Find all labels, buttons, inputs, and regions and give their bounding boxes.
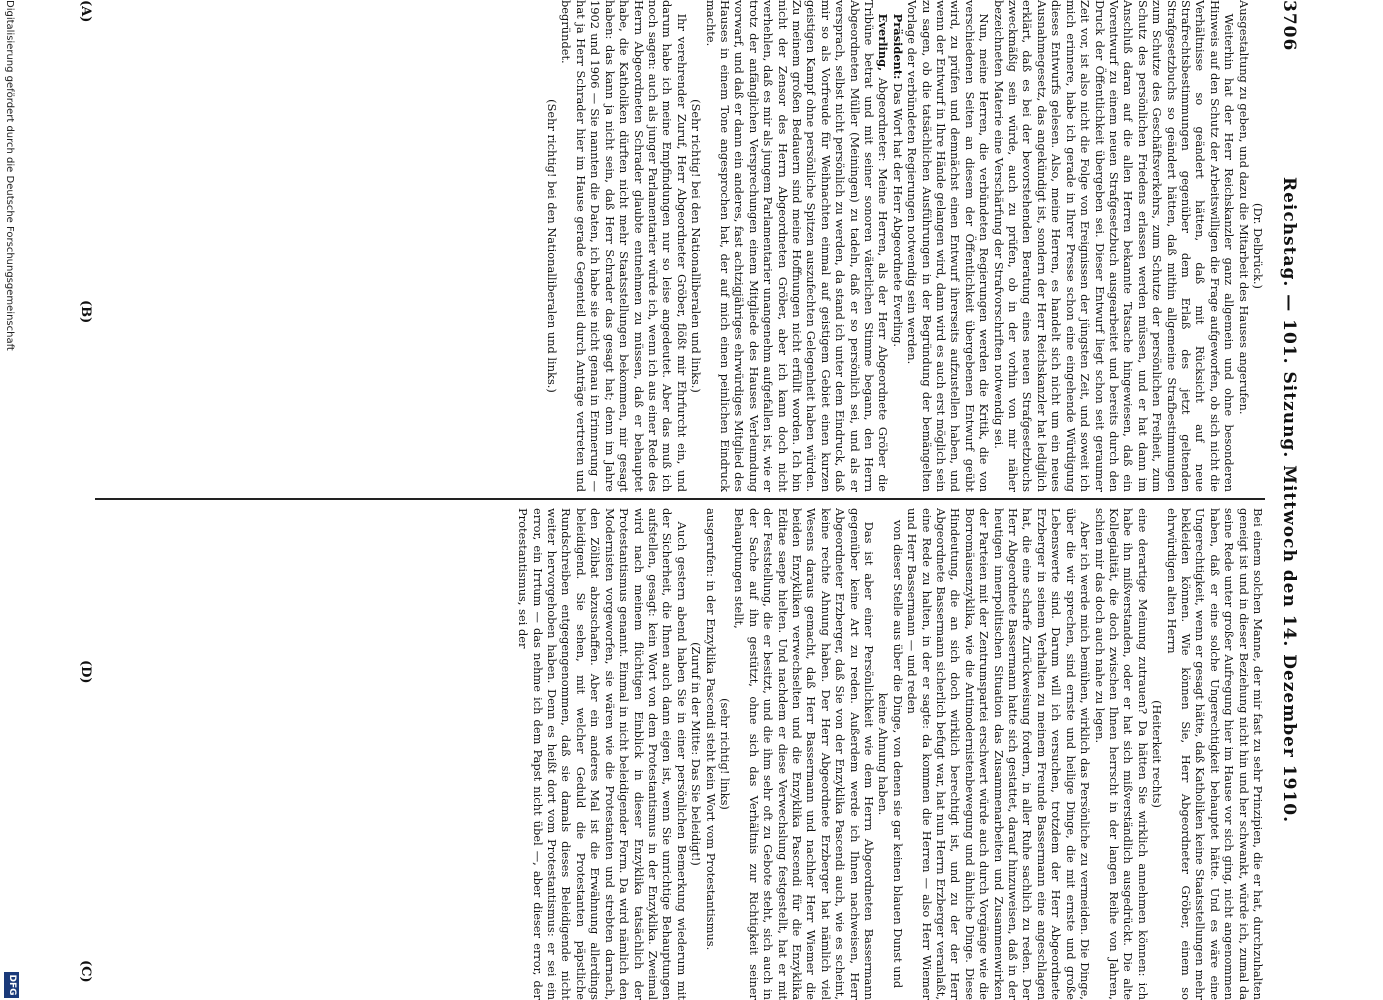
speaker-name: Everling,: [876, 13, 891, 72]
running-title: Reichstag. — 101. Sitzung. Mittwoch den 14. Dezember 1910.: [1279, 176, 1299, 824]
digitization-credit: [4, 0, 15, 1000]
paragraph: Ausgestaltung zu geben, und dazu die Mitarbeit des Hauses angerufen.: [1236, 0, 1251, 415]
speaker-tag: (Dr. Delbrück.): [1251, 203, 1265, 289]
interjection: (Zuruf in der Mitte: Das Sie beleidigt!): [689, 642, 704, 866]
paragraph: Nun, meine Herren, die verbündeten Regierungen werden die Kritik, die von verschiedenen Seiten an diesem der Öffentlichkeit übergebenen Entwurf geübt wird, zu prüfen und demnächst einen Entwurf ihrerseits aufzustellen haben, und wenn der Entwurf in Ihre Hände gelangen wird, dann wird es auch erst möglich sein zu sagen, ob die tatsächlichen Ausführungen in der Begründung der bemängelten Vorlage der verbündeten Regierungen notwendig sein werden.: [905, 0, 992, 492]
paragraph: ausgerufen: in der Enzyklika Pascendi steht kein Wort vom Protestantismus.: [703, 508, 718, 951]
dfg-logo: DFG: [4, 972, 19, 998]
paragraph: Das ist aber einer Persönlichkeit wie dem Herrn Abgeordneten Bassermann gegenüber keine Art zu reden. Außerdem werde ich Ihnen nachweisen, Herr Abgeordneter Erzberger, daß Sie von der Enzyklika Pascendi auch, wie es scheint, keine rechte Ahnung haben. Der Herr Abgeordnete Erzberger hat nämlich viel Wesens daraus gemacht, daß Herr Bassermann und nachher Herr Wiemer die beiden Enzykliken verwechselten und die Enzyklika Pascendi für die Enzyklika Editae saepe hielten. Und nachdem er diese Verwechslung festgestellt, hat er mit der Feststellung, die er besitzt, und die ihm sehr oft zu Gebote steht, sich auch in der Sache auf ihn gestützt, ohne sich das Verhältnis zur Richtigkeit seiner Behauptungen stellt,: [732, 508, 877, 1000]
paragraph: Weiterhin hat der Herr Reichskanzler ganz allgemein und ohne besonderen Hinweis auf den Schutz der Arbeitswilligen die Frage aufgeworfen, ob sich nicht die Verhältnisse so geändert hätten, daß mit Rücksicht auf neue Strafrechtsbestimmungen gegenüber dem Erlaß des jetzt geltenden Strafgesetzbuchs so geändert hätten, daß mithin allgemeine Strafbestimmungen zum Schutze des Geschäftsverkehrs, zum Schutze der persönlichen Freiheit, zum Schutz des persönlichen Friedens erlassen werden müssen, und er hat dann im Anschluß daran auf die allen Herren bekannte Tatsache hingewiesen, daß ein Vorentwurf zu einem neuen Strafgesetzbuch ausgearbeitet und bereits durch den Druck der Öffentlichkeit übergeben sei. Dieser Entwurf liegt schon seit geraumer Zeit vor, ist also nicht die Folge von Ereignissen der jüngsten Zeit, und soweit ich mich erinnere, habe ich gerade in Ihrer Presse schon eine eingehende Würdigung dieses Entwurfs gelesen. Also, meine Herren, es handelt sich nicht um ein neues Ausnahmegesetz, das angekündigt ist, sondern der Herr Reichskanzler hat lediglich erklärt, daß es bei der bevorstehenden Beratung eines neuen Strafgesetzbuchs zweckmäßig sein würde, auch zu prüfen, ob in der vorhin von mir näher bezeichneten Materie eine Verschärfung der Strafvorschriften notwendig sei.: [991, 0, 1237, 492]
margin-mark-a: (A): [78, 0, 93, 23]
paragraph: Auch gestern abend haben Sie in einer persönlichen Bemerkung wiederum mit der Sicherheit, die Ihnen auch dann eigen ist, wenn Sie unrichtige Behauptungen aufstellen, gesagt: kein Wort von dem Protestantismus in der Enzyklika. Zweimal wird nach meinem flüchtigen Einblick in dieser Enzyklika tatsächlich der Protestantismus genannt. Einmal in nicht beleidigender Form. Da wird nämlich den Modernisten vorgeworfen, sie wären wie die Protestanten und strebten darnach, den Zölibat abzuschaffen. Aber ein anderes Mal ist die Erwähnung allerdings beleidigend. Sie sehen, mit welcher Geduld die Protestanten päpstliche Rundschreiben entgegengenommen, daß sie damals dieses Beleidigende nicht weiter hervorgehoben haben. Denn es heißt dort vom Protestantismus: er sei ein error, ein Irrtum — das nehme ich dem Papst nicht übel —, aber dieser error, der Protestantismus, sei der: [516, 508, 689, 1000]
speech-text: Abgeordneter: Meine Herren, als der Herr Abgeordnete Gröber die Tribüne betrat und mit seiner sonoren väterlichen Stimme begann, den Herrn Abgeordneten Müller (Meiningen) zu tadeln, daß er so persönlich sei, und als er versprach, selbst nicht persönlich zu werden, da stand ich unter dem Eindruck, daß mir so als Vorfreude für Weihnachten einmal auf geistigem Gebiet einen kurzen geistigen Kampf ohne persönliche Spitzen auszufechten Gelegenheit haben würden. Zu meinem großen Bedauern sind meine Hoffnungen nicht erfüllt worden. Ich bin nicht der Zensor des Herrn Abgeordneten Gröber, aber ich kann doch nicht verhehlen, daß es mir als jungem Parlamentarier unangenehm aufgefallen ist, wie er trotz der anfänglichen Versprechungen einem Mitgliede des Hauses Verleumdung vorwarf, und daß er dann ein anderes, fast achtzigjähriges ehrwürdiges Mitglied des Hauses in einem Tone angesprochen hat, der auf mich einen peinlichen Eindruck machte.: [703, 0, 891, 492]
left-column: [105, 0, 1265, 492]
quotation: von dieser Stelle aus über die Dinge, von denen sie gar keinen blauen Dunst und keine Ahnung haben.: [876, 519, 905, 989]
margin-mark-d: (D): [78, 660, 93, 684]
paragraph: eine derartige Meinung zutrauen? Da hätten Sie wirklich annehmen können: ich habe ihn mißverstanden, oder er hat sich mißverständlich ausgedrückt. Die alte Kollegialität, die doch zwischen Ihnen herrscht in der langen Reihe von Jahren, schien mir das doch auch nahe zu legen.: [1092, 508, 1150, 1000]
margin-mark-b: (B): [78, 300, 93, 324]
paragraph: [703, 0, 890, 492]
paragraph: Aber ich werde mich bemühen, wirklich das Persönliche zu vermeiden. Die Dinge, über die wir sprechen, sind ernste und heilige Dinge, die mit ernste und große Lebenswerte sind. Darum will ich versuchen, trotzdem der Herr Abgeordnete Erzberger in seinem Verhalten zu meinem Freunde Bassermann eine angeschlagen hat, die eine scharfe Zurückweisung fordern, in aller Ruhe sachlich zu reden. Der Herr Abgeordnete Bassermann hatte sich gestattet, darauf hinzuweisen, daß in der heutigen innerpolitischen Situation das Zusammenarbeiten und Zusammenwirken der Parteien mit der Zentrumspartei erschwert würde auch durch Vorgänge wie die Borromäusenzyklika, wie die Antimodernistenbewegung und ähnliche Dinge. Diese Hindeutung, die an sich doch wirklich berechtigt ist, und zu der der Herr Abgeordnete Bassermann sicherlich befugt war, hat nun Herrn Erzberger veranlaßt, eine Rede zu halten, in der er sagte: da kommen die Herren — also Herr Wiemer und Herr Bassermann — und reden: [905, 508, 1093, 1000]
speaker-name: Präsident:: [890, 13, 905, 80]
interjection: (Sehr richtig! bei den Nationalliberalen und links.): [689, 99, 704, 393]
column-divider: [95, 498, 1265, 500]
page-number: 3706: [1279, 0, 1299, 52]
right-column: [105, 508, 1265, 1000]
interjection: (Sehr richtig! bei den Nationalliberalen und links.): [545, 99, 560, 393]
interjection: (sehr richtig! links): [717, 698, 732, 810]
interjection: (Heiterkeit rechts): [1150, 700, 1165, 808]
page-header: [1273, 0, 1299, 1000]
paragraph: Bei einem solchen Manne, der mir fast zu sehr Prinzipien, die er hat, durchzuhalten geneigt ist und in dieser Beziehung nicht hin und her schwankt, würde ich, zumal da seine Rede unter großer Aufregung hier im Hause vor sich ging, nicht angenommen haben, daß er eine solche Ungerechtigkeit behauptet hätte. Und es wäre eine Ungerechtigkeit, wenn er gesagt hätte, daß Katholiken keine Staatsstellungen mehr bekleiden können. Wie können Sie, Herr Abgeordneter Gröber, einem so ehrwürdigen alten Herrn: [1164, 508, 1265, 1000]
margin-mark-c: (C): [78, 960, 93, 983]
speech-text: Das Wort hat der Herr Abgeordnete Everling.: [890, 82, 905, 348]
paragraph: Ihr verehrender Zuruf, Herr Abgeordneter Gröber, flößt mir Ehrfurcht ein, und darum habe ich meine Empfindungen nur so leise angedeutet. Aber das muß ich noch sagen: auch als junger Parlamentarier würde ich, wenn ich aus einer Rede des Herrn Abgeordneten Schrader glaubte entnehmen zu müssen, daß er behauptet habe, die Katholiken dürften nicht mehr Staatsstellungen bekommen, mir gesagt haben: das kann ja nicht sein, daß Herr Schrader das gesagt hat; denn im Jahre 1902 und 1906 — Sie nannten die Daten, ich habe sie nicht genau in Erinnerung — hat ja Herr Schrader hier im Hause gerade Gegenteil durch Anträge vertreten und begründet.: [559, 0, 689, 492]
paragraph: [890, 0, 904, 492]
credit-text: Digitalisierung gefördert durch die Deutsche Forschungsgemeinschaft: [4, 0, 15, 351]
